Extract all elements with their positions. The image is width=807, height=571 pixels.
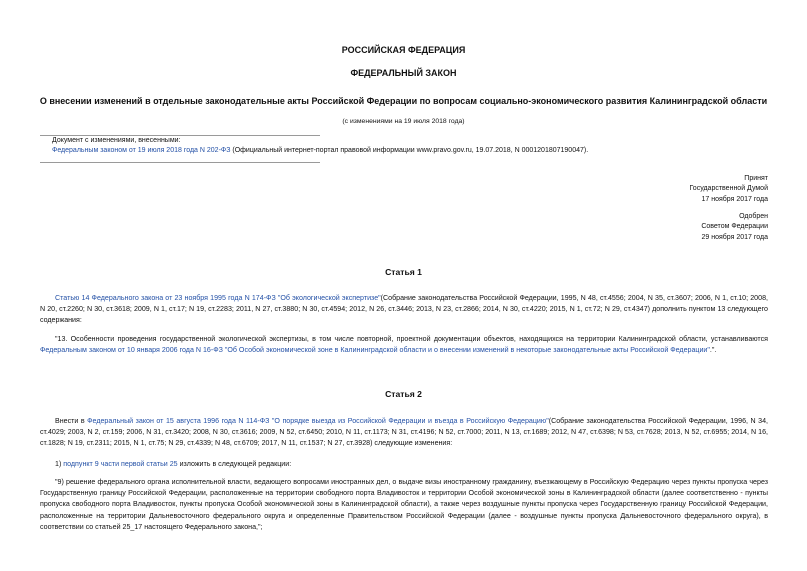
article-2-paragraph-2-text-after: изложить в следующей редакции: xyxy=(177,460,292,468)
article-1-paragraph-1-text: (Собрание законодательства Российской Федерации, 1995, N 48, ст.4556; 2004, N 35, ст.3607; 2006, N 1, ст.10; 2008, N 20, ст.2260; N 30, ст.3618; 2009, N 1, ст.17; N 19, ст.2283; 2011, N 27, ст.3880; N 30, ст.4594; 2012, N 26, ст.3446; 2013, N 23, ст.2866; 2014, N 30, ст.4220; 2015, N 1, ст.72; N 29, ст.4347) дополнить пунктом 13 следующего содержания: xyxy=(40,294,768,325)
document-type-heading: ФЕДЕРАЛЬНЫЙ ЗАКОН xyxy=(350,68,457,78)
article-1-paragraph-2-text-before: "13. Особенности проведения государственной экологической экспертизы, в том числе повторной, проектной документации объектов, находящихся на территории Калининградской области, устанавливаются xyxy=(55,335,768,343)
adopted-body: Государственной Думой xyxy=(689,185,768,193)
changes-text xyxy=(52,146,588,156)
law-16-fz-link[interactable]: Федеральным законом от 10 января 2006 года N 16-ФЗ "Об Особой экономической зоне в Калининградской области и о внесении изменений в некоторые законодательные акты Российской Федерации" xyxy=(40,346,710,355)
article-1-paragraph-2 xyxy=(40,334,768,356)
approved-block xyxy=(701,212,768,243)
adopted-block xyxy=(689,174,768,205)
article-2-paragraph-1-text-before: Внести в xyxy=(55,417,88,425)
article-1-heading: Статья 1 xyxy=(385,267,422,277)
adopted-date: 17 ноября 2017 года xyxy=(701,195,768,203)
approved-label: Одобрен xyxy=(739,213,768,220)
approved-date: 29 ноября 2017 года xyxy=(701,233,768,241)
article-2-paragraph-1-text-after: (Собрание законодательства Российской Федерации, 1996, N 34, ст.4029; 2003, N 2, ст.159; 2006, N 31, ст.3420; 2008, N 30, ст.3616; 2009, N 52, ст.6450; 2010, N 11, ст.1173; N 31, ст.4196; N 52, ст.7000; 2011, N 13, ст.1689; 2012, N 47, ст.6398; N 53, ст.7628; 2013, N 52, ст.6955; 2014, N 16, ст.1828; N 19, ст.2311; 2015, N 1, ст.75; N 29, ст.4339; N 48, ст.6709; 2017, N 11, ст.1537; N 27, ст.3928) следующие изменения: xyxy=(40,417,769,448)
changes-bottom-divider xyxy=(40,162,320,163)
amending-law-link[interactable]: Федеральным законом от 19 июля 2018 года N 202-ФЗ xyxy=(52,147,231,154)
article-2-paragraph-3: "9) решение федерального органа исполнительной власти, ведающего вопросами иностранных дел, о выдаче визы иностранному гражданину, въезжающему в Российскую Федерацию через пункты пропуска через Государственную границу Российской Федерации, расположенные на территории свободного порта Владивосток и территории Особой экономической зоны в Калининградской области (далее соответственно - пункты пропуска свободного порта Владивосток, пункты пропуска Особой экономической зоны в Калининградской области), а также через воздушные пункты пропуска через Государственную границу Российской Федерации, расположенные на территории Дальневосточного федерального округа и определенные Правительством Российской Федерации (далее - воздушные пункты пропуска Дальневосточного федерального округа), в соответствии со статьей 25_17 настоящего Федерального закона,"; xyxy=(40,478,768,531)
revision-note: (с изменениями на 19 июля 2018 года) xyxy=(342,118,465,125)
document-title: О внесении изменений в отдельные законодательные акты Российской Федерации по вопросам социально-экономического развития Калининградской области xyxy=(39,96,768,106)
article-1-paragraph-1 xyxy=(40,293,768,327)
approved-body: Советом Федерации xyxy=(701,223,768,231)
article-1-paragraph-2-text-after: .". xyxy=(709,346,717,355)
changes-source: (Официальный интернет-портал правовой информации www.pravo.gov.ru, 19.07.2018, N 0001201807190047). xyxy=(230,147,589,154)
article-2-heading: Статья 2 xyxy=(385,389,422,399)
law-114-fz-link[interactable]: Федеральный закон от 15 августа 1996 года N 114-ФЗ "О порядке выезда из Российской Федерации и въезда в Российскую Федерацию" xyxy=(87,417,549,425)
article-2-paragraph-2-text-before: 1) xyxy=(55,460,64,468)
country-heading: РОССИЙСКАЯ ФЕДЕРАЦИЯ xyxy=(341,45,466,55)
law-174-fz-link[interactable]: Статью 14 Федерального закона от 23 ноября 1995 года N 174-ФЗ "Об экологической экспертизе" xyxy=(55,294,381,302)
article-2-paragraph-1 xyxy=(40,416,768,450)
adopted-label: Принят xyxy=(744,175,768,182)
article-2-paragraph-2 xyxy=(40,459,768,470)
changes-label: Документ с изменениями, внесенными: xyxy=(52,137,181,144)
subpoint-9-article-25-link[interactable]: подпункт 9 части первой статьи 25 xyxy=(63,460,178,468)
